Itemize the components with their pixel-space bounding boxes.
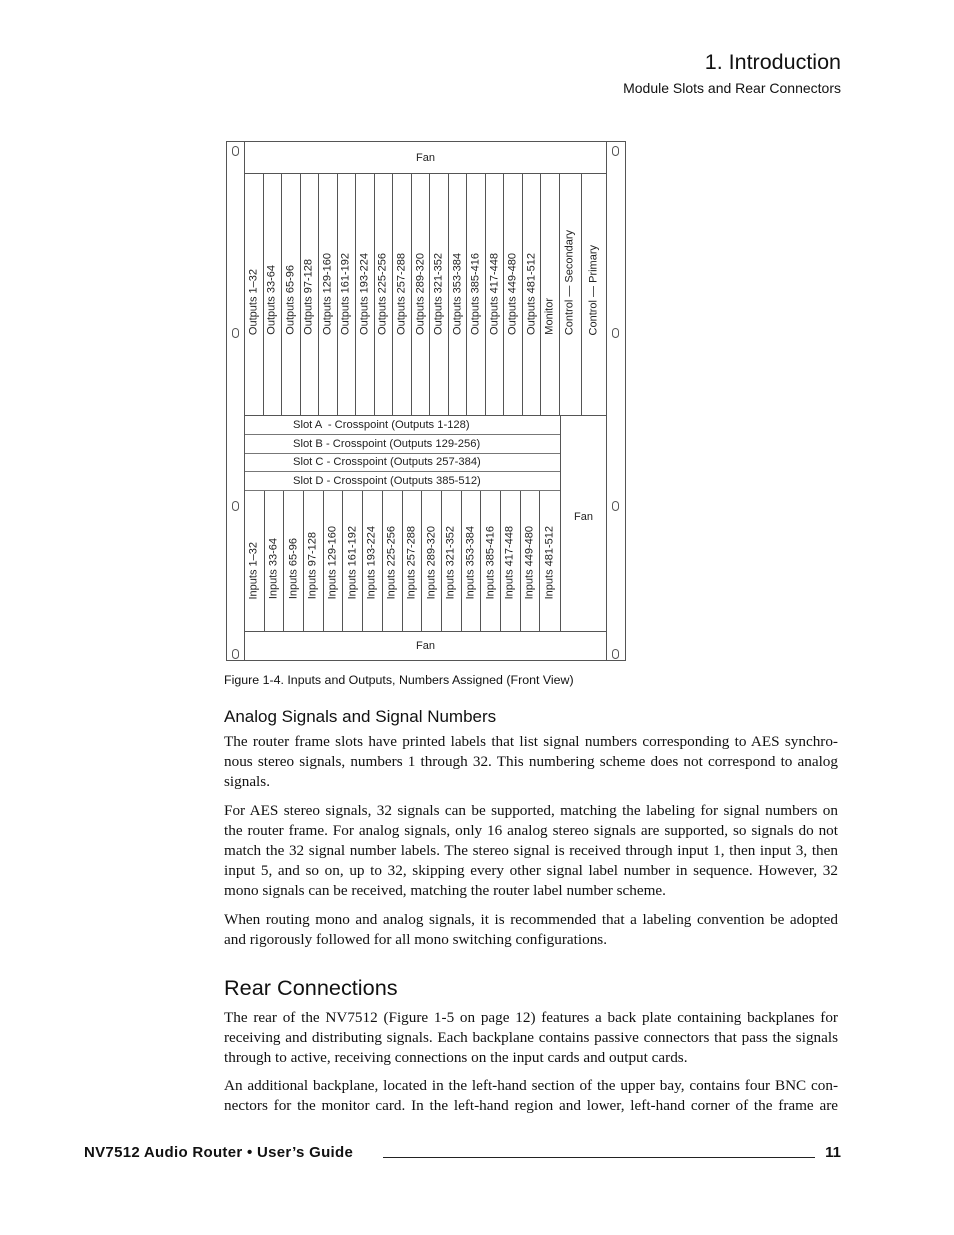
text-line: For AES stereo signals, 32 signals can be supported, matching the labeling for signal numbers on [224, 802, 838, 819]
crosspoint-slots [245, 416, 560, 491]
input-slot [304, 491, 324, 631]
footer-divider [383, 1157, 815, 1158]
front-view-diagram [226, 141, 626, 661]
top-fan-slot [245, 142, 606, 174]
chapter-title: 1. Introduction [704, 50, 841, 74]
input-slot [324, 491, 344, 631]
input-slot-label: Inputs 97-128 [306, 531, 319, 599]
output-slot [301, 174, 320, 415]
text-line: input 5, and so on, up to 32, skipping every other signal label number in sequence. However, 32 [224, 862, 838, 879]
output-slot-label: Outputs 225-256 [376, 253, 389, 335]
output-slot [356, 174, 375, 415]
mounting-hole-icon [232, 328, 239, 338]
input-slot [265, 491, 285, 631]
output-slot [412, 174, 431, 415]
input-slot [462, 491, 482, 631]
control-primary-slot [582, 174, 606, 415]
input-slot [442, 491, 462, 631]
input-slot-label: Inputs 1–32 [247, 541, 260, 599]
output-slot [467, 174, 486, 415]
bottom-fan-slot [245, 631, 606, 660]
output-slot-label: Outputs 97-128 [302, 259, 315, 335]
monitor-slot [541, 174, 560, 415]
text-line: nectors for the monitor card. In the left-hand region and lower, left-hand corner of the frame are [224, 1097, 838, 1114]
section-heading: Analog Signals and Signal Numbers [224, 707, 497, 726]
figure-caption: Figure 1-4. Inputs and Outputs, Numbers Assigned (Front View) [224, 673, 574, 687]
page-number: 11 [825, 1144, 841, 1161]
input-slot-label: Inputs 65-96 [287, 537, 300, 599]
output-slot [338, 174, 357, 415]
output-slot [375, 174, 394, 415]
input-slot [343, 491, 363, 631]
output-slot-label: Outputs 33-64 [265, 265, 278, 335]
section-rear-connections [224, 975, 838, 1124]
text-line: match the 32 signal number labels. The stereo signal is received through input 1, then input 3, then [224, 842, 838, 859]
input-slot-label: Inputs 417-448 [503, 525, 516, 599]
text-line: nous stereo signals, numbers 1 through 32. This numbering scheme does not correspond to analog [224, 753, 838, 770]
output-slot-label: Outputs 161-192 [339, 253, 352, 335]
mounting-hole-icon [232, 146, 239, 156]
output-slot-label: Outputs 65-96 [284, 265, 297, 335]
output-slot [264, 174, 283, 415]
text-line: receiving and distributing signals. Each backplane contains passive connectors that pass the signals [224, 1029, 838, 1046]
text-line: through to active, receiving connections on the input cards and output cards. [224, 1049, 688, 1066]
top-fan-label: Fan [416, 151, 435, 164]
output-slot [245, 174, 264, 415]
control-secondary-slot [560, 174, 582, 415]
text-line: signals. [224, 773, 270, 790]
mounting-hole-icon [612, 146, 619, 156]
output-slot-label: Outputs 417-448 [488, 253, 501, 335]
control-secondary-label: Control — Secondary [563, 229, 576, 335]
text-line: The rear of the NV7512 (Figure 1-5 on page 12) features a back plate containing backplanes for [224, 1009, 838, 1026]
text-line: mono signals can be received, matching the router label number scheme. [224, 882, 666, 899]
output-slot [282, 174, 301, 415]
output-slot-label: Outputs 129-160 [321, 253, 334, 335]
monitor-slot-label: Monitor [543, 298, 556, 335]
right-mounting-strip [606, 142, 625, 660]
crosspoint-slot-c: Slot C - Crosspoint (Outputs 257-384) [245, 454, 560, 473]
input-slot-label: Inputs 481-512 [543, 525, 556, 599]
input-slot-label: Inputs 385-416 [484, 525, 497, 599]
side-fan-slot [560, 416, 606, 631]
output-slots-row [245, 174, 606, 416]
paragraph [224, 1008, 838, 1068]
left-mounting-strip [227, 142, 245, 660]
mounting-hole-icon [612, 501, 619, 511]
output-slot [449, 174, 468, 415]
input-slot [540, 491, 560, 631]
output-slot-label: Outputs 481-512 [525, 253, 538, 335]
output-slot [523, 174, 542, 415]
input-slot [521, 491, 541, 631]
text-line: the router frame. For analog signals, only 16 analog stereo signals are supported, so signals do not [224, 822, 838, 839]
input-slots-row [245, 491, 560, 631]
input-slot-label: Inputs 33-64 [267, 537, 280, 599]
crosspoint-slot-b: Slot B - Crosspoint (Outputs 129-256) [245, 435, 560, 454]
input-slot-label: Inputs 449-480 [523, 525, 536, 599]
input-slot [363, 491, 383, 631]
crosspoint-slot-d: Slot D - Crosspoint (Outputs 385-512) [245, 472, 560, 491]
input-slot [501, 491, 521, 631]
input-slot-label: Inputs 225-256 [385, 525, 398, 599]
side-fan-label: Fan [574, 510, 593, 523]
input-slot-label: Inputs 193-224 [365, 525, 378, 599]
output-slot-label: Outputs 193-224 [358, 253, 371, 335]
input-slot-label: Inputs 353-384 [464, 525, 477, 599]
control-primary-label: Control — Primary [587, 244, 600, 335]
text-line: and rigorously followed for all mono switching configurations. [224, 931, 607, 948]
text-line: When routing mono and analog signals, it is recommended that a labeling convention be adopted [224, 911, 838, 928]
mounting-hole-icon [232, 501, 239, 511]
input-slot-label: Inputs 129-160 [326, 525, 339, 599]
output-slot-label: Outputs 385-416 [469, 253, 482, 335]
output-slot-label: Outputs 1–32 [247, 268, 260, 335]
output-slot [319, 174, 338, 415]
paragraph [224, 801, 838, 901]
output-slot [430, 174, 449, 415]
text-line: The router frame slots have printed labels that list signal numbers corresponding to AES synchro- [224, 733, 838, 750]
crosspoint-slot-a: Slot A - Crosspoint (Outputs 1-128) [245, 416, 560, 435]
mounting-hole-icon [612, 328, 619, 338]
input-slot-label: Inputs 289-320 [425, 525, 438, 599]
input-slot [403, 491, 423, 631]
input-slot-label: Inputs 161-192 [346, 525, 359, 599]
input-slot-label: Inputs 321-352 [444, 525, 457, 599]
output-slot-label: Outputs 289-320 [414, 253, 427, 335]
output-slot-label: Outputs 257-288 [395, 253, 408, 335]
paragraph [224, 732, 838, 792]
mounting-hole-icon [232, 649, 239, 659]
footer-guide-title: NV7512 Audio Router • User’s Guide [84, 1144, 354, 1161]
section-heading: Rear Connections [224, 975, 398, 1000]
paragraph [224, 910, 838, 950]
output-slot-label: Outputs 449-480 [506, 253, 519, 335]
section-analog-signals [224, 707, 838, 959]
output-slot-label: Outputs 353-384 [451, 253, 464, 335]
input-slot [245, 491, 265, 631]
input-slot-label: Inputs 257-288 [405, 525, 418, 599]
output-slot [486, 174, 505, 415]
text-line: An additional backplane, located in the left-hand section of the upper bay, contains four BNC con- [224, 1077, 838, 1094]
running-section-title: Module Slots and Rear Connectors [623, 80, 841, 96]
output-slot-label: Outputs 321-352 [432, 253, 445, 335]
paragraph [224, 1076, 838, 1116]
output-slot [393, 174, 412, 415]
input-slot [284, 491, 304, 631]
output-slot [504, 174, 523, 415]
input-slot [383, 491, 403, 631]
mounting-hole-icon [612, 649, 619, 659]
input-slot [481, 491, 501, 631]
bottom-fan-label: Fan [416, 640, 435, 652]
input-slot [422, 491, 442, 631]
